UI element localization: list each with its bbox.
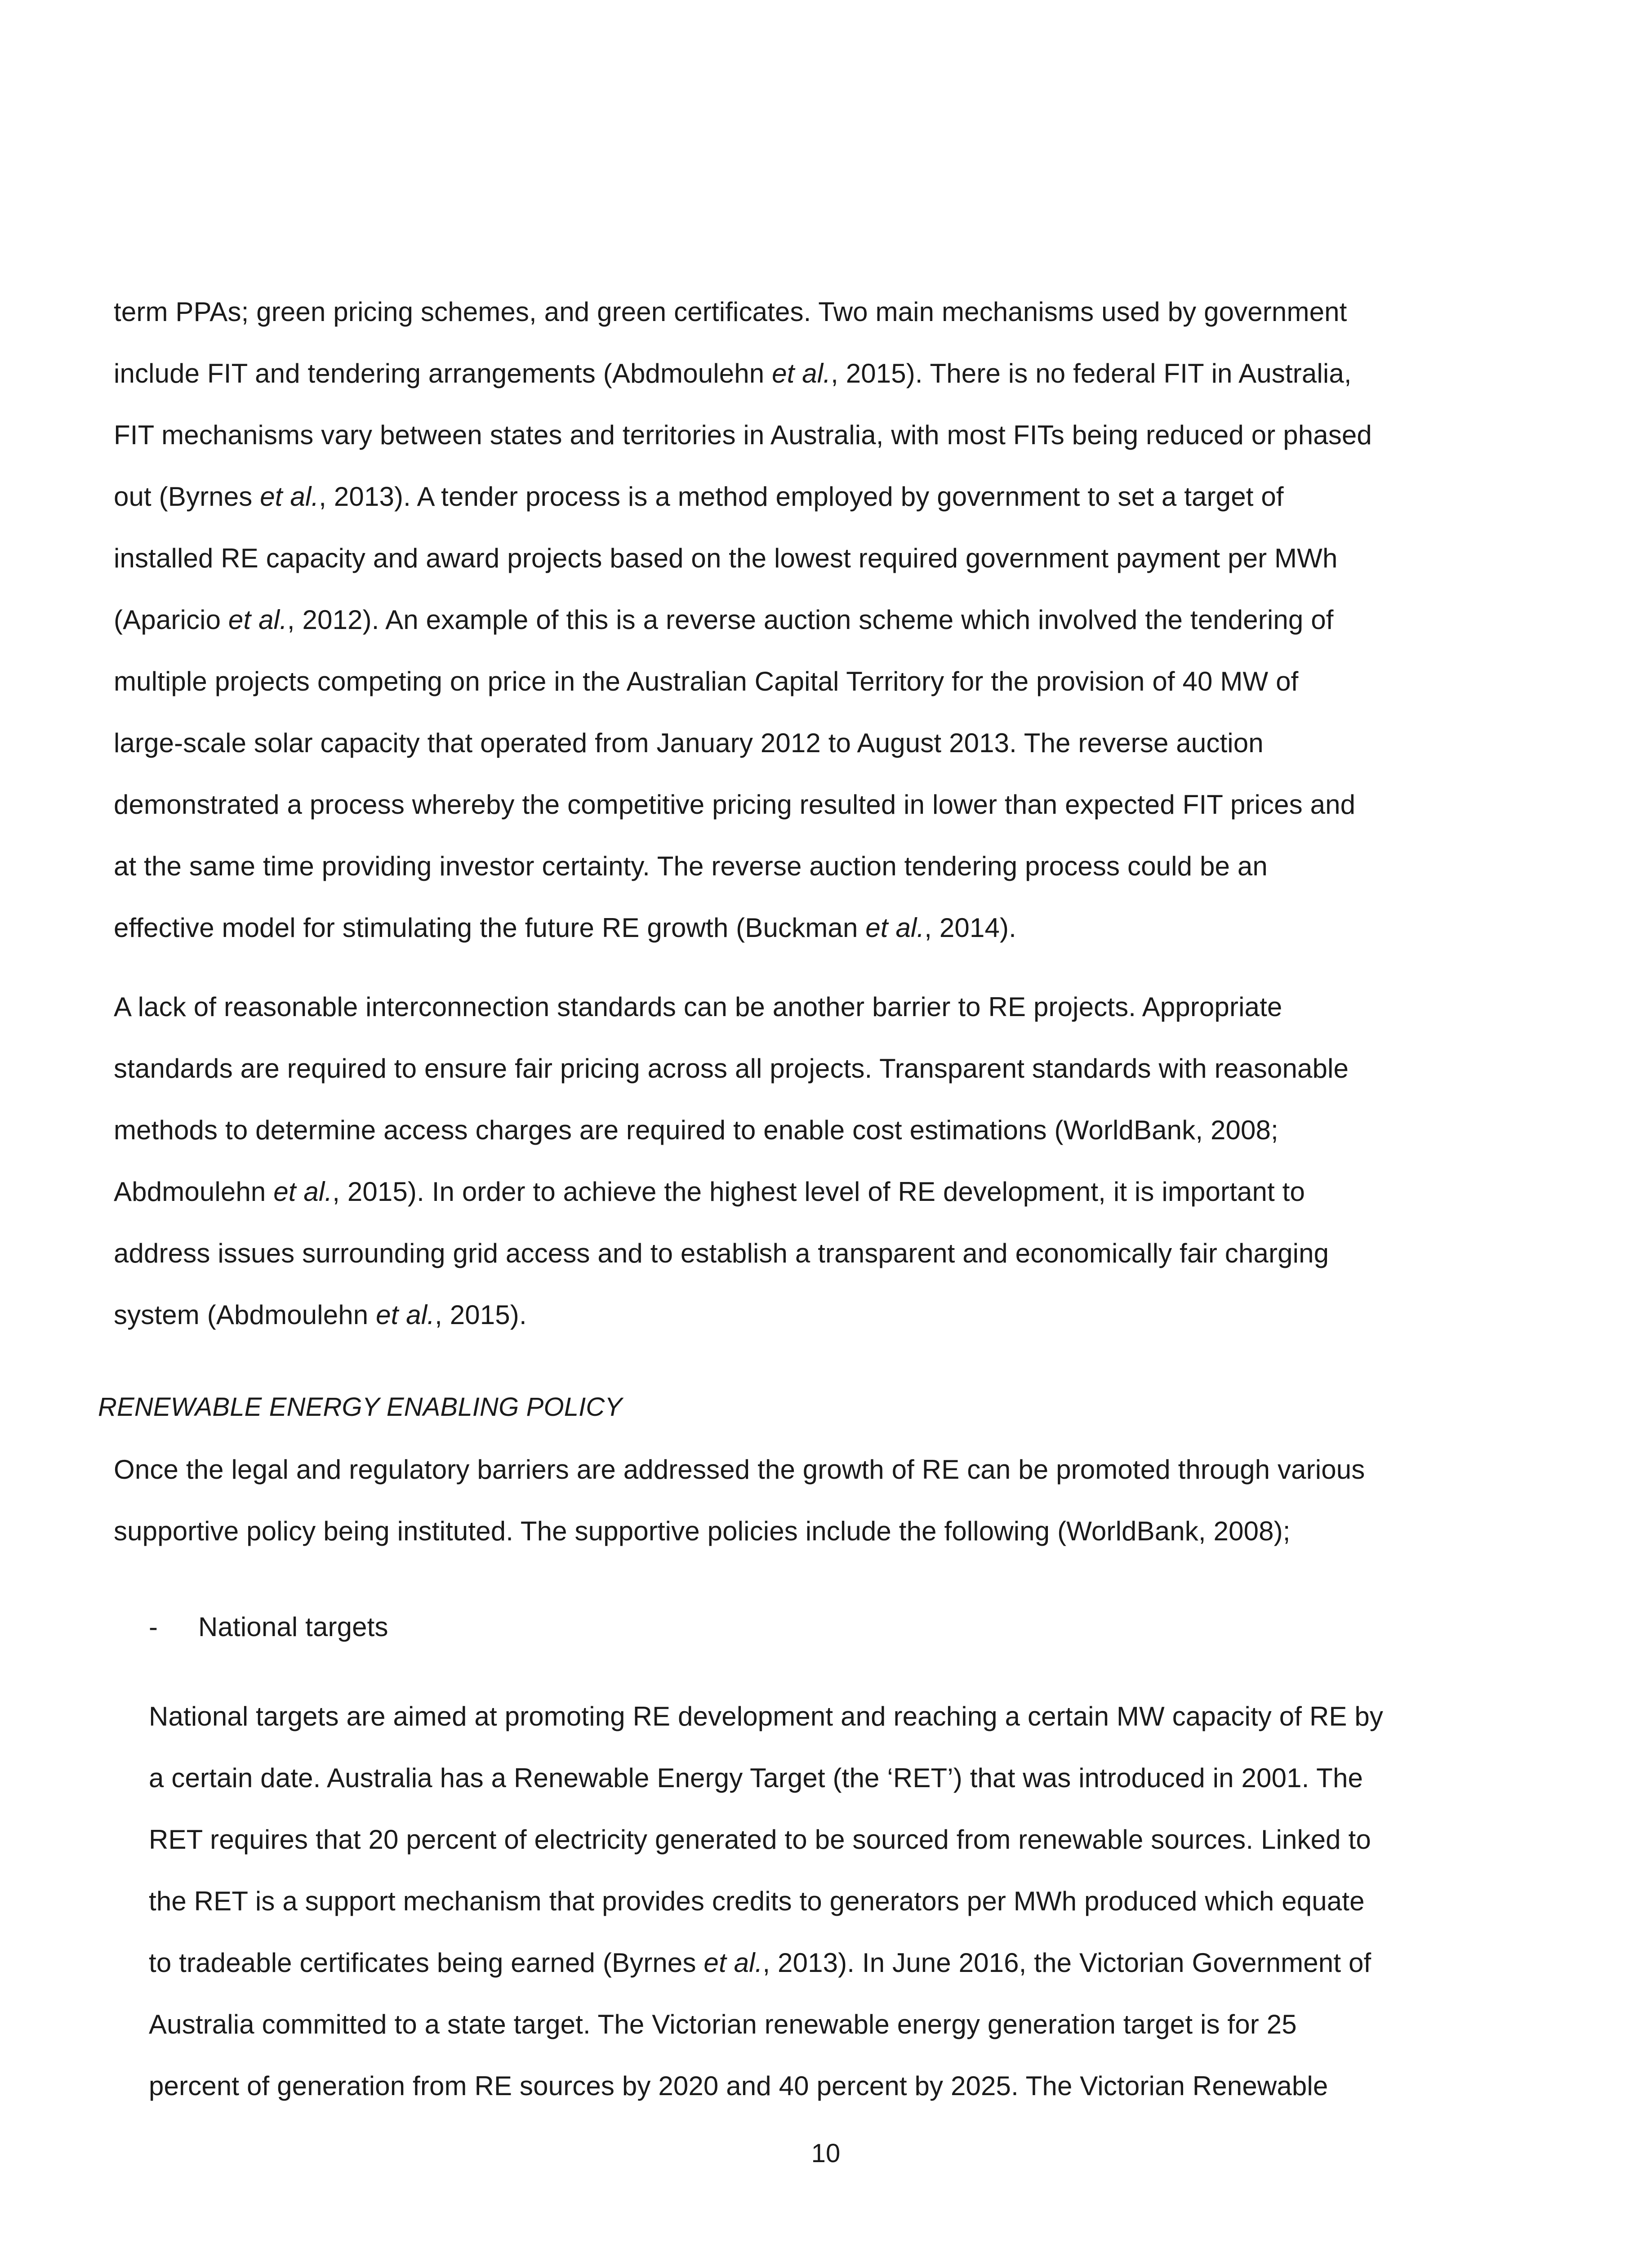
- paragraph-enabling-policy: [114, 1439, 1534, 1562]
- text-line: (Aparicio et al., 2012). An example of this is a reverse auction scheme which involved the tendering of: [114, 605, 1334, 635]
- text-line: large-scale solar capacity that operated from January 2012 to August 2013. The reverse auction: [114, 728, 1264, 758]
- italic-citation: et al.: [376, 1300, 435, 1330]
- page-number: 10: [811, 2139, 841, 2168]
- text-line: system (Abdmoulehn et al., 2015).: [114, 1300, 527, 1330]
- text-line: standards are required to ensure fair pricing across all projects. Transparent standards with reasonable: [114, 1053, 1349, 1084]
- text-line: A lack of reasonable interconnection standards can be another barrier to RE projects. Appropriate: [114, 992, 1282, 1022]
- text-line: term PPAs; green pricing schemes, and green certificates. Two main mechanisms used by government: [114, 297, 1347, 327]
- section-heading: RENEWABLE ENERGY ENABLING POLICY: [98, 1392, 623, 1422]
- text-line: methods to determine access charges are required to enable cost estimations (WorldBank, 2008;: [114, 1115, 1278, 1145]
- text-line: Australia committed to a state target. The Victorian renewable energy generation target is for 25: [149, 2009, 1297, 2039]
- text-line: the RET is a support mechanism that provides credits to generators per MWh produced which equate: [149, 1886, 1365, 1916]
- text-line: multiple projects competing on price in the Australian Capital Territory for the provision of 40 MW of: [114, 666, 1299, 696]
- italic-citation: et al.: [772, 358, 831, 388]
- italic-citation: et al.: [865, 913, 925, 943]
- paragraph-interconnection: [114, 976, 1534, 1346]
- text-line: National targets are aimed at promoting RE development and reaching a certain MW capacity of RE by: [149, 1701, 1384, 1731]
- text-line: at the same time providing investor certainty. The reverse auction tendering process could be an: [114, 851, 1268, 881]
- italic-citation: et al.: [228, 605, 287, 635]
- text-line: a certain date. Australia has a Renewable Energy Target (the ‘RET’) that was introduced in 2001. The: [149, 1763, 1363, 1793]
- text-line: RET requires that 20 percent of electricity generated to be sourced from renewable sources. Linked to: [149, 1824, 1371, 1855]
- text-line: supportive policy being instituted. The supportive policies include the following (WorldBank, 2008);: [114, 1516, 1291, 1546]
- text-line: demonstrated a process whereby the competitive pricing resulted in lower than expected FIT prices and: [114, 789, 1356, 820]
- text-line: include FIT and tendering arrangements (Abdmoulehn et al., 2015). There is no federal FIT in Australia,: [114, 358, 1352, 388]
- bullet-item: [149, 1596, 388, 1658]
- text-line: installed RE capacity and award projects based on the lowest required government payment per MWh: [114, 543, 1338, 573]
- text-line: Once the legal and regulatory barriers are addressed the growth of RE can be promoted through various: [114, 1454, 1365, 1485]
- text-line: Abdmoulehn et al., 2015). In order to achieve the highest level of RE development, it is important to: [114, 1177, 1305, 1207]
- paragraph-national-targets: [149, 1686, 1538, 2117]
- text-line: FIT mechanisms vary between states and territories in Australia, with most FITs being reduced or phased: [114, 420, 1372, 450]
- text-line: to tradeable certificates being earned (Byrnes et al., 2013). In June 2016, the Victorian Government of: [149, 1948, 1371, 1978]
- paragraph-tendering: [114, 281, 1534, 959]
- text-line: address issues surrounding grid access and to establish a transparent and economically fair charging: [114, 1238, 1329, 1268]
- bullet-dash: -: [149, 1612, 158, 1642]
- bullet-text: National targets: [198, 1612, 388, 1642]
- italic-citation: et al.: [704, 1948, 763, 1978]
- italic-citation: et al.: [260, 482, 319, 512]
- italic-citation: et al.: [273, 1177, 333, 1207]
- text-line: percent of generation from RE sources by 2020 and 40 percent by 2025. The Victorian Renewable: [149, 2071, 1328, 2101]
- text-line: effective model for stimulating the future RE growth (Buckman et al., 2014).: [114, 913, 1016, 943]
- text-line: out (Byrnes et al., 2013). A tender process is a method employed by government to set a target of: [114, 482, 1284, 512]
